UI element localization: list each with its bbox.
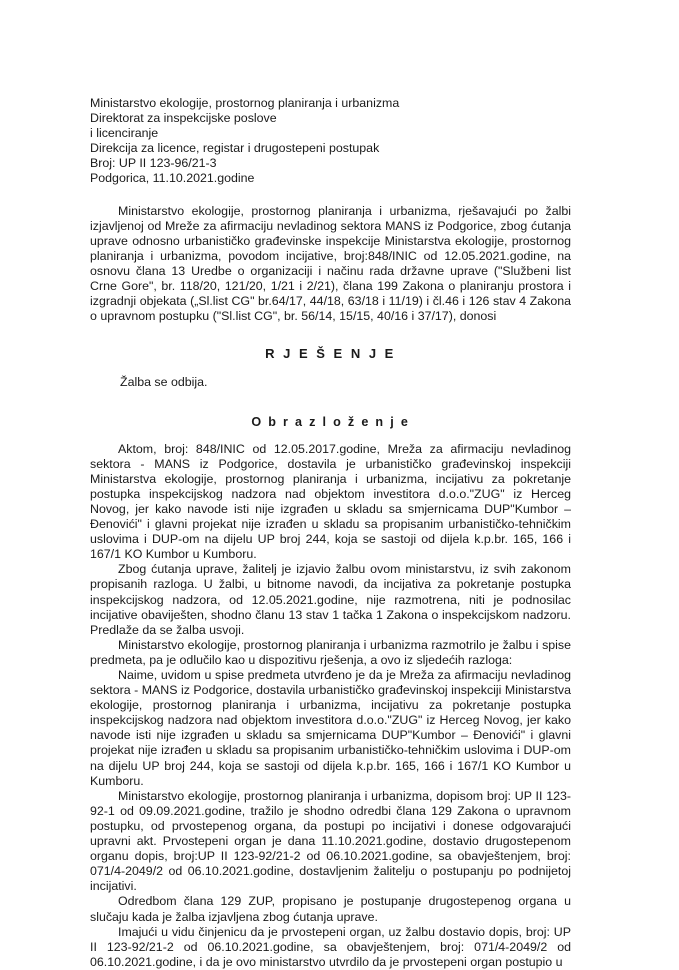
ministry-name: Ministarstvo ekologije, prostornog planiranja i urbanizma xyxy=(90,96,400,110)
body-paragraph: Ministarstvo ekologije, prostornog planiranja i urbanizma, dopisom broj: UP II 123-92-1 od 09.09.2021.godine, tražilo je shodno odredbi člana 129 Zakona o upravnom postupku, od prvostepenog organa, da postupi po incijativi i donese odgovarajući upravni akt. Prvostepeni organ je dana 11.10.2021.godine, dostavio drugostepenom organu dopis, broj:UP II 123-92/21-2 od 06.10.2021.godine, sa obavještenjem, broj: 071/4-2049/2 od 06.10.2021.godine, dostavljenim žalitelju o postupanju po podnijetoj incijativi. xyxy=(90,788,571,894)
decision-text: Žalba se odbija. xyxy=(120,375,208,390)
document-title: R J E Š E N J E xyxy=(265,346,396,362)
department-name: Direkcija za licence, registar i drugostepeni postupak xyxy=(90,141,380,156)
intro-paragraph: Ministarstvo ekologije, prostornog planiranja i urbanizma, rješavajući po žalbi izjavljenoj od Mreže za afirmaciju nevladinog sektora MANS iz Podgorice, zbog ćutanja uprave odnosno urbanističko građevinske inspekcije Ministarstva ekologije, prostornog planiranja i urbanizma, povodom incijative, broj:848/INIC od 12.05.2021.godine, na osnovu člana 13 Uredbe o organizaciji i načinu rada državne uprave ("Službeni list Crne Gore", br. 118/20, 121/20, 1/21 i 2/21), člana 199 Zakona o planiranju prostora i izgradnji objekata („Sl.list CG" br.64/17, 44/18, 63/18 i 11/19) i čl.46 i 126 stav 4 Zakona o upravnom postupku ("Sl.list CG", br. 56/14, 15/15, 40/16 i 37/17), donosi xyxy=(90,203,571,324)
body-paragraph: Ministarstvo ekologije, prostornog planiranja i urbanizma razmotrilo je žalbu i spise predmeta, pa je odlučilo kao u dispozitivu rješenja, a ovo iz sljedećih razloga: xyxy=(90,637,571,667)
body-paragraph: Imajući u vidu činjenicu da je prvostepeni organ, uz žalbu dostavio dopis, broj: UP II 123-92/21-2 od 06.10.2021.godine, sa obavještenjem, broj: 071/4-2049/2 od 06.10.2021.godine, i da je ovo ministarstvo utvrdilo da je prvostepeni organ postupio u xyxy=(90,924,571,969)
body-paragraph: Aktom, broj: 848/INIC od 12.05.2017.godine, Mreža za afirmaciju nevladinog sektora - MANS iz Podgorice, dostavila je urbanističko građevinskoj inspekciji Ministarstva ekologije, prostornog planiranja i urbanizma, incijativu za pokretanje postupka inspekcijskog nadzora nad objektom investitora d.o.o."ZUG" iz Herceg Novog, jer kako navode isti nije izgrađen u skladu sa smjernicama DUP"Kumbor – Đenovići" i glavni projekat nije izrađen u skladu sa propisanim urbanističko-tehničkim uslovima i DUP-om na dijelu UP broj 244, koja se sastoji od dijela k.p.br. 165, 166 i 167/1 KO Kumbor u Kumboru. xyxy=(90,441,571,562)
body-paragraph: Odredbom člana 129 ZUP, propisano je postupanje drugostepenog organa u slučaju kada je žalba izjavljena zbog ćutanja uprave. xyxy=(90,894,571,924)
case-number: Broj: UP II 123-96/21-3 xyxy=(90,156,217,171)
section-heading: O b r a z l o ž e n j e xyxy=(251,414,410,429)
place-date: Podgorica, 11.10.2021.godine xyxy=(90,171,255,186)
directorate-name: Direktorat za inspekcijske poslove xyxy=(90,111,277,126)
letterhead xyxy=(90,96,571,187)
body-paragraph: Zbog ćutanja uprave, žalitelj je izjavio žalbu ovom ministarstvu, iz svih zakonom propisanih razloga. U žalbi, u bitnome navodi, da incijativa za pokretanje postupka inspekcijskog nadzora, od 12.05.2021.godine, nije razmotrena, niti je podnosilac incijative obaviješten, shodno članu 13 stav 1 tačka 1 Zakona o inspekcijskom nadzoru. Predlaže da se žalba usvoji. xyxy=(90,562,571,637)
body-paragraph: Naime, uvidom u spise predmeta utvrđeno je da je Mreža za afirmaciju nevladinog sektora - MANS iz Podgorice, dostavila urbanističko građevinskoj inspekciji Ministarstva ekologije, prostornog planiranja i urbanizma, incijativu za pokretanje postupka inspekcijskog nadzora nad objektom investitora d.o.o."ZUG" iz Herceg Novog, jer kako navode isti nije izgrađen u skladu sa smjernicama DUP"Kumbor – Đenovići" i glavni projekat nije izrađen u skladu sa propisanim urbanističko-tehničkim uslovima i DUP-om na dijelu UP broj 244, koja se sastoji od dijela k.p.br. 165, 166 i 167/1 KO Kumbor u Kumboru. xyxy=(90,668,571,788)
directorate-name-cont: i licenciranje xyxy=(90,126,159,141)
